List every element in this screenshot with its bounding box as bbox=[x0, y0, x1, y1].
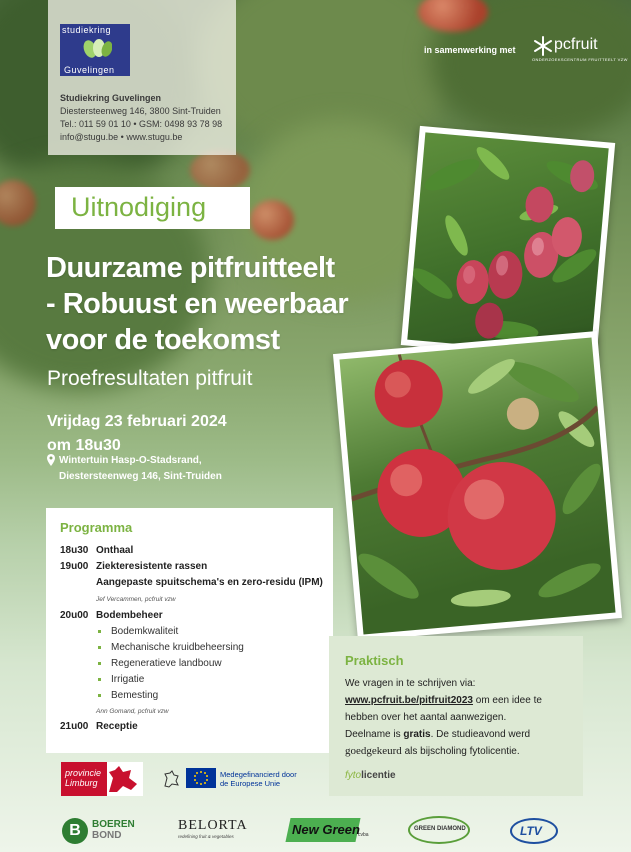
programme-title: Bodembeheer bbox=[96, 610, 163, 621]
fytolicentie-logo: fytolicentie bbox=[345, 770, 396, 781]
leaves-icon bbox=[82, 37, 112, 61]
ltv-logo bbox=[510, 818, 560, 846]
pcfruit-tagline: ONDERZOEKSCENTRUM FRUITTEELT VZW bbox=[532, 57, 628, 62]
programme-title: Receptie bbox=[96, 721, 138, 732]
practical-text: Deelname is gratis. De studieavond werd bbox=[345, 729, 531, 740]
programme-time: 21u00 bbox=[60, 721, 89, 732]
programme-time: 20u00 bbox=[60, 610, 89, 621]
logo-text: GREEN DIAMOND bbox=[414, 826, 466, 832]
green-diamond-logo bbox=[408, 816, 472, 846]
programme-item bbox=[60, 561, 207, 572]
logo-text: Limburg bbox=[65, 778, 98, 788]
programme-bullet: Bodemkwaliteit bbox=[98, 626, 178, 637]
programme-item bbox=[60, 721, 138, 732]
organizer-phone: Tel.: 011 59 01 10 • GSM: 0498 93 78 98 bbox=[60, 119, 223, 129]
programme-bullet: Regeneratieve landbouw bbox=[98, 658, 222, 669]
practical-heading: Praktisch bbox=[345, 653, 404, 668]
practical-text: We vragen in te schrijven via: bbox=[345, 678, 476, 689]
boerenbond-b-icon: B bbox=[62, 818, 88, 844]
logo-text-bottom: Guvelingen bbox=[64, 65, 115, 75]
event-title bbox=[46, 250, 421, 358]
programme-bullet: Mechanische kruidbeheersing bbox=[98, 642, 244, 653]
programme-time: 19u00 bbox=[60, 561, 89, 572]
badge-text: Uitnodiging bbox=[71, 192, 207, 222]
eu-cofunded-logo bbox=[162, 766, 322, 792]
organizer-contact bbox=[60, 92, 222, 144]
logo-text: Medegefinancierd door bbox=[220, 770, 297, 779]
programme-time: 18u30 bbox=[60, 545, 89, 556]
location-pin-icon bbox=[47, 454, 55, 466]
logo-text: redefining fruit & vegetables bbox=[178, 834, 234, 839]
event-datetime bbox=[47, 410, 227, 458]
background-apple bbox=[250, 200, 294, 240]
logo-text: LTV bbox=[520, 824, 542, 838]
programme-panel bbox=[46, 508, 333, 753]
programme-heading: Programma bbox=[60, 520, 133, 535]
provincie-limburg-logo bbox=[61, 762, 143, 796]
practical-info-panel bbox=[329, 636, 583, 796]
pears-illustration bbox=[407, 132, 608, 355]
organizer-name: Studiekring Guvelingen bbox=[60, 93, 162, 103]
flanders-lion-icon bbox=[162, 770, 180, 788]
title-line: Duurzame pitfruitteelt bbox=[46, 252, 335, 284]
title-line: voor de toekomst bbox=[46, 324, 280, 356]
studiekring-logo bbox=[60, 24, 130, 76]
event-subtitle: Proefresultaten pitfruit bbox=[47, 367, 253, 390]
location-line: Wintertuin Hasp-O-Stadsrand, bbox=[59, 455, 202, 466]
event-date: Vrijdag 23 februari 2024 bbox=[47, 413, 227, 430]
logo-text: New Green bbox=[292, 822, 360, 837]
event-time: om 18u30 bbox=[47, 437, 121, 454]
apples-illustration bbox=[339, 337, 615, 634]
logo-text: de Europese Unie bbox=[220, 779, 281, 788]
apple-photo bbox=[333, 331, 622, 641]
logo-text-top: studiekring bbox=[62, 25, 112, 35]
pcfruit-star-icon bbox=[532, 36, 554, 56]
programme-item bbox=[60, 610, 163, 621]
title-line: - Robuust en weerbaar bbox=[46, 288, 349, 320]
organizer-logo-box bbox=[48, 0, 236, 155]
belorta-logo bbox=[178, 818, 258, 844]
invitation-badge bbox=[55, 187, 250, 229]
pcfruit-name: pcfruit bbox=[554, 36, 598, 53]
pear-photo bbox=[401, 126, 615, 362]
programme-subtitle: Aangepaste spuitschema's en zero-residu (IPM) bbox=[96, 577, 323, 588]
logo-text: BELORTA bbox=[178, 818, 248, 833]
location-line: Diestersteenweg 146, Sint-Truiden bbox=[59, 471, 222, 482]
organizer-address: Diestersteenweg 146, 3800 Sint-Truiden bbox=[60, 106, 221, 116]
logo-text: cvba bbox=[358, 832, 369, 838]
programme-bullet: Bemesting bbox=[98, 690, 158, 701]
background-apple bbox=[190, 150, 250, 190]
programme-title: Onthaal bbox=[96, 545, 134, 556]
practical-text: goedgekeurd als bijscholing fytolicentie. bbox=[345, 745, 520, 757]
new-green-logo bbox=[288, 816, 370, 846]
logo-text: provincie bbox=[65, 768, 102, 778]
programme-title: Ziekteresistente rassen bbox=[96, 561, 208, 572]
organizer-email[interactable]: info@stugu.be • www.stugu.be bbox=[60, 132, 183, 142]
logo-text: BOEREN bbox=[92, 819, 135, 830]
programme-speaker: Ann Gomand, pcfruit vzw bbox=[96, 708, 169, 715]
practical-text: hebben over het aantal aanwezigen. bbox=[345, 712, 507, 723]
programme-bullet: Irrigatie bbox=[98, 674, 144, 685]
logo-text: BOND bbox=[92, 830, 122, 841]
lion-icon bbox=[105, 764, 141, 794]
practical-text: www.pcfruit.be/pitfruit2023 om een idee te bbox=[345, 695, 542, 706]
registration-link[interactable]: www.pcfruit.be/pitfruit2023 bbox=[345, 695, 473, 706]
programme-speaker: Jef Vercammen, pcfruit vzw bbox=[96, 596, 176, 603]
boerenbond-logo bbox=[62, 816, 147, 846]
programme-item bbox=[60, 545, 133, 556]
partner-label: in samenwerking met bbox=[424, 45, 516, 55]
eu-flag-icon bbox=[186, 768, 216, 788]
